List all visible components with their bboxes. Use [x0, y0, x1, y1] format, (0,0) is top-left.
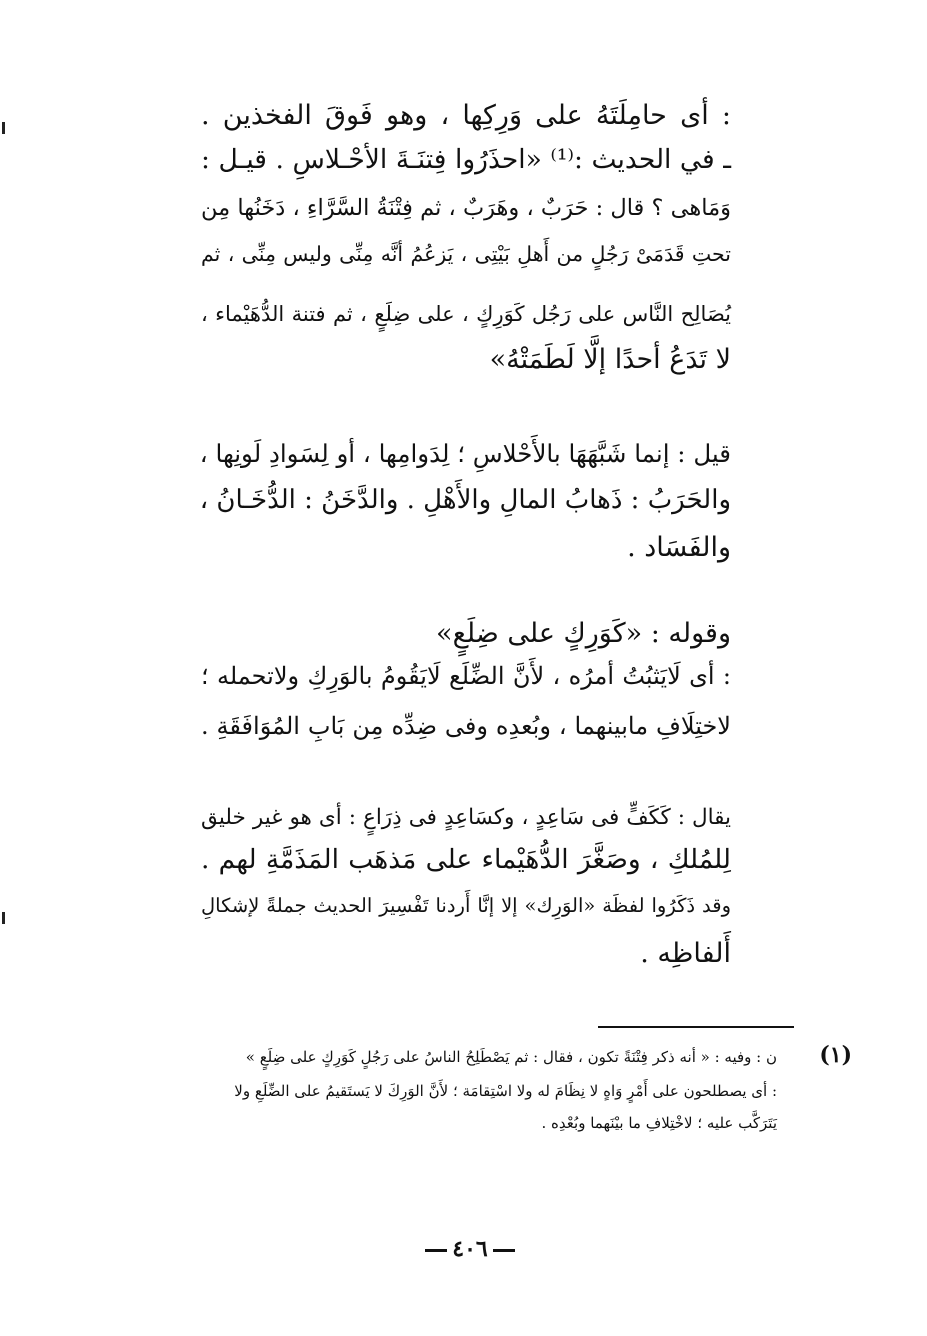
- footnote-line: ن : وفيه : « أنه ذكر فِتْنَةً تكون ، فقال : ثم يَصْطَلِحُ الناسُ على رَجُلٍ كَوَرِكٍ على ضِلَعٍ »: [245, 1048, 777, 1066]
- page-number-dash: [493, 1249, 515, 1252]
- page-number: [400, 1236, 540, 1262]
- footnote-line: يَتَرَكَّب عليه ؛ لاخْتِلافِ ما بيْنَهما وبُعْدِه .: [541, 1114, 777, 1132]
- scan-mark: [2, 912, 5, 924]
- text-line: قيل : إنما شَبَّهَهَا بالأَحْلاسِ ؛ لِدَوامِها ، أو لِسَوادِ لَونِها ،: [199, 439, 731, 468]
- text-line: لا تَدَعُ أحدًا إلَّا لَطَمَتْهُ»: [489, 344, 731, 375]
- text-line: أَلفاظِه .: [640, 938, 731, 969]
- text-line: يُصَالِح النَّاس على رَجُل كَوَرِكٍ ، على ضِلَعٍ ، ثم فتنة الدُّهَيْماء ،: [201, 302, 731, 326]
- footnote-line: : أى يصطلحون على أَمْرٍ وَاهٍ لا نِظَامَ له ولا اسْتِقامَة ؛ لأَنَّ الوَرِكَ لا يَستَقيمُ على الضِّلَعِ ولا: [234, 1082, 777, 1100]
- page-number-value: ٤٠٦: [452, 1236, 488, 1262]
- text-line: وَمَاهى ؟ قال : حَرَبٌ ، وهَرَبٌ ، ثم فِتْنَةُ السَّرَّاءِ ، دَخَنُها مِن: [201, 195, 731, 221]
- footnote-separator: [598, 1026, 794, 1028]
- text-line: تحتِ قَدَمَىْ رَجُلٍ من أَهلِ بَيْتِى ، يَزعُمُ أنَّه مِنِّى وليس مِنِّى ، ثم: [201, 242, 731, 266]
- text-line: لاختِلَافِ مابينهما ، وبُعدِه وفى ضِدِّه مِن بَابِ المُوَافَقَةِ .: [201, 712, 731, 740]
- text-line: يقال : كَكَفٍّ فى سَاعِدٍ ، وكسَاعِدٍ فى ذِرَاعٍ : أى هو غير خليق: [201, 805, 731, 830]
- text-line: : أى حامِلَتَهُ على وَرِكِها ، وهو فَوقَ الفخذين .: [201, 100, 731, 131]
- text-line: لِلمُلكِ ، وصَغَّرَ الدُّهَيْماء على مَذهَب المَذَمَّةِ لهم .: [201, 844, 731, 875]
- scan-mark: [2, 122, 5, 134]
- text-line: وقوله : «كَوَرِكٍ على ضِلَعٍ»: [436, 618, 731, 649]
- text-line: والفَسَاد .: [627, 532, 731, 563]
- footnote-marker: (١): [819, 1042, 852, 1068]
- text-line: : أى لَايَثبُتُ أمرُه ، لأَنَّ الضِّلَع لَايَقُومُ بالوَرِكِ ولاتحمله ؛: [201, 662, 731, 690]
- page-number-dash: [425, 1249, 447, 1252]
- text-line: وقد ذَكَرُوا لفظَة «الوَرِك» إلا إنَّا أَردنا تَفْسِيرَ الحديث جملةً لإشكالِ: [201, 894, 731, 917]
- text-line: والحَرَبُ : ذَهابُ المالِ والأَهْلِ . والدَّخَنُ : الدُّخَـانُ ،: [199, 485, 731, 515]
- text-line: ـ في الحديث :⁽¹⁾ «احذَرُوا فِتنَـةَ الأحْـلاسِ . قيـل :: [201, 144, 732, 175]
